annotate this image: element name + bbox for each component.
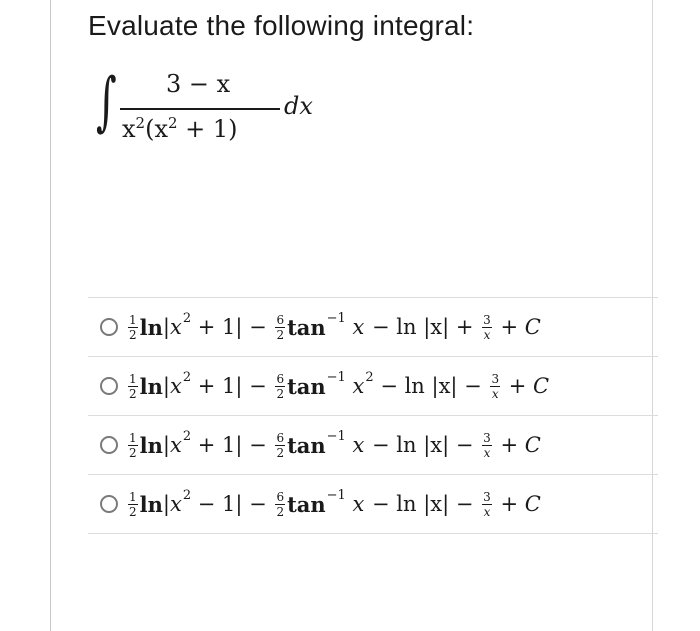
option-expression: 1 2 ln |x 2 + 1| − $\frac{6}{2}$ tan −1 x − ln |x| + $\frac{3}{x}$ + C — [129, 310, 541, 342]
option-expression: 1 2 ln |x 2 + 1| − $\frac{6}{2}$ tan −1 x 2 − ln |x| − $\frac{3}{x}$ + C — [129, 369, 550, 401]
radio-button-1[interactable] — [100, 318, 118, 336]
option-expression: 1 2 ln |x 2 + 1| − $\frac{6}{2}$ tan −1 x − ln |x| − $\frac{3}{x}$ + C — [129, 428, 541, 460]
option-expression: 1 2 ln |x 2 − 1| − $\frac{6}{2}$ tan −1 x − ln |x| − $\frac{3}{x}$ + C — [129, 487, 541, 519]
integral-expression — [96, 62, 376, 172]
answer-option-2[interactable] — [88, 356, 658, 415]
integral-sign: ∫ — [96, 65, 117, 139]
answer-option-3[interactable] — [88, 415, 658, 474]
radio-button-3[interactable] — [100, 436, 118, 454]
differential: dx — [284, 92, 313, 120]
radio-button-2[interactable] — [100, 377, 118, 395]
left-border-line — [50, 0, 51, 631]
integrand-denominator: $x^2(x^2 + 1)$ — [122, 114, 238, 143]
answer-option-1[interactable] — [88, 297, 658, 356]
answer-options — [88, 297, 658, 534]
fraction-bar — [120, 108, 280, 110]
radio-button-4[interactable] — [100, 495, 118, 513]
answer-option-4[interactable] — [88, 474, 658, 534]
question-prompt: Evaluate the following integral: — [88, 10, 475, 41]
integrand-numerator: 3 − x — [166, 70, 231, 98]
